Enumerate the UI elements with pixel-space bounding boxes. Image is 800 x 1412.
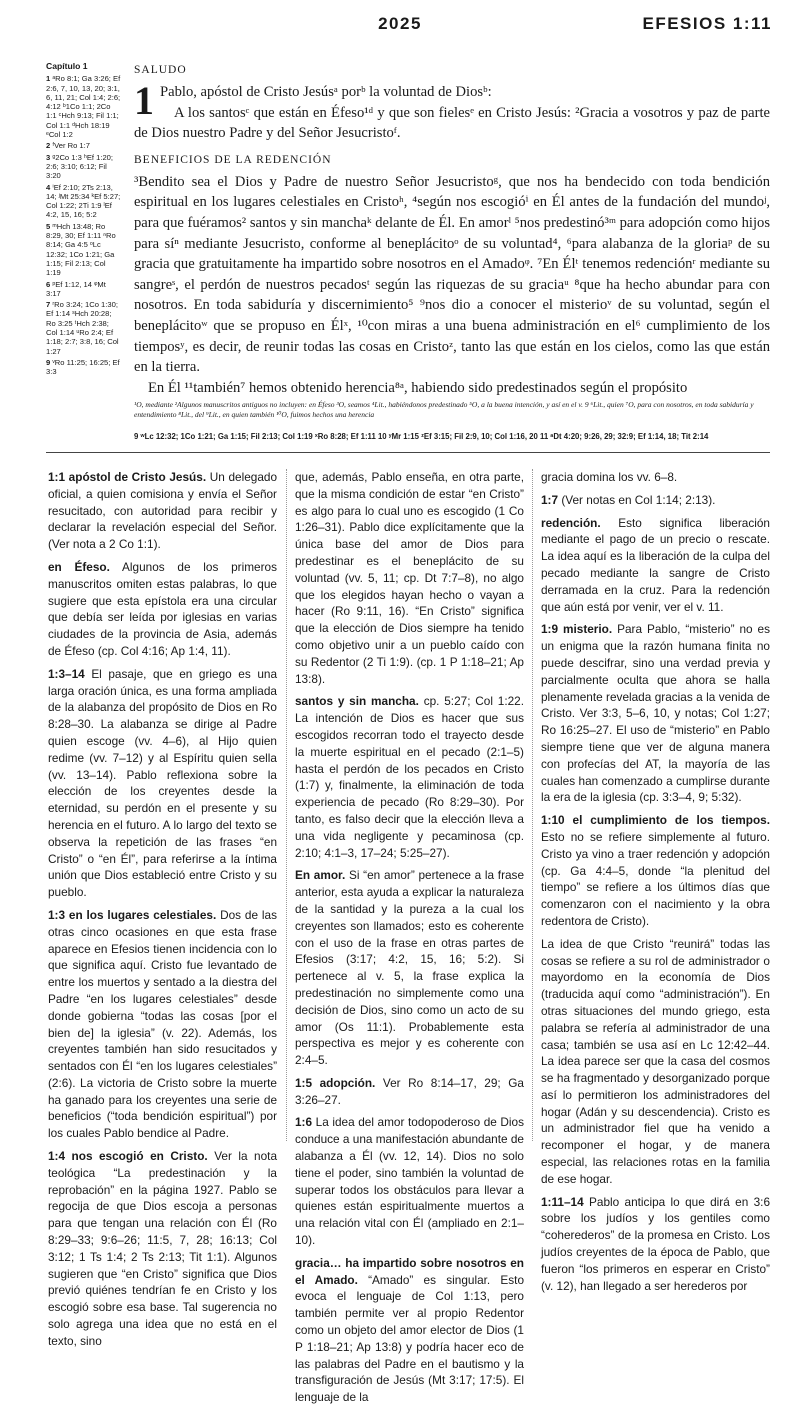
divider <box>46 452 770 453</box>
study-note <box>541 812 770 930</box>
study-note-heading: 1:10 el cumplimiento de los tiempos. <box>541 813 770 828</box>
study-note <box>541 492 770 509</box>
study-note-heading: 1:11–14 <box>541 1194 584 1209</box>
study-note <box>541 469 770 486</box>
study-note-text: La idea del amor todopoderoso de Dios conduce a una manifestación abundante de alabanza a Él (vv. 12, 14). Dios no solo tiene el poder, sino también la voluntad de superar todos los obstáculos para llevar a quienes están espiritualmente muertos a una relación vital con Él (ampliado en 2:1–10). <box>295 1115 524 1248</box>
study-note <box>48 1148 277 1350</box>
study-note <box>295 1075 524 1109</box>
xref-entry: 5 ᵐHch 13:48; Ro 8:29, 30; Ef 1:11 ⁿRo 8:14; Ga 4:5 ᵒLc 12:32; 1Co 1:21; Ga 1:15; Fil 2:13; Col 1:19 <box>46 221 116 278</box>
study-note <box>541 1194 770 1295</box>
study-note <box>295 469 524 687</box>
study-note <box>295 1255 524 1406</box>
study-note-heading: 1:1 apóstol de Cristo Jesús. <box>48 470 207 484</box>
xref-entry: 1 ᵃRo 8:1; Ga 3:26; Ef 2:6, 7, 10, 13, 20; 3:1, 6, 11, 21; Col 1:4; 2:6; 4:12 ᵇ1Co 1:1; 2Co 1:1 ᶜHch 9:13; Fil 1:1; Col 1:1 ᵈHch 18:19 ᵉCol 1:2 <box>46 74 121 140</box>
study-note-heading: 1:3–14 <box>48 666 85 681</box>
xref-entry: 9 ᵛRo 11:25; 16:25; Ef 3:3 <box>46 357 120 377</box>
column-divider <box>286 469 287 1141</box>
study-note-text: Ver Ro 8:14–17, 29; Ga 3:26–27. <box>295 1075 524 1107</box>
study-note-heading: 1:9 misterio. <box>541 622 613 637</box>
verses-3-10: ³Bendito sea el Dios y Padre de nuestro Señor Jesucristoᵍ, que nos ha bendecido con toda bendición espiritual en los lugares celestiales en Cristoʰ, ⁴según nos escogióⁱ en Él antes de la fundación del mundoʲ, para que fuéramos² santos y sin manchaᵏ delante de Él. En amorˡ ⁵nos predestinó³ᵐ para adopción como hijos para síⁿ mediante Jesucristo, conforme al beneplácitoᵒ de su voluntad⁴, ⁶para alabanza de la gloriaᵖ de su gracia que gratuitamente ha impartido sobre nosotros en el Amadoᵠ. ⁷En Élᵗ tenemos redenciónʳ mediante su sangreˢ, el perdón de nuestros pecadosᵗ según las riquezas de su graciaᵘ ⁸que ha hecho abundar para con nosotros. En toda sabiduría y discernimiento⁵ ⁹nos dio a conocer el misterioᵛ de su voluntad, según el beneplácitoʷ que se propuso en Élˣ, ¹⁰con miras a una buena administración en el⁶ cumplimiento de los tiemposʸ, es decir, de reunir todas las cosas en Cristoᶻ, tanto las que están en los cielos, como las que están en la tierra. <box>134 173 770 376</box>
xref-entry: 7 ʳRo 3:24; 1Co 1:30; Ef 1:14 ˢHch 20:28; Ro 3:25 ᵗHch 2:38; Col 1:14 ᵘRo 2:4; Ef 1:18; 2:7; 3:8, 16; Col 1:27 <box>46 300 119 356</box>
study-note-heading: 1:7 <box>541 492 559 507</box>
study-column-1 <box>48 469 277 1356</box>
study-note <box>541 936 770 1188</box>
cross-reference-column <box>46 62 122 379</box>
bible-text <box>134 62 770 398</box>
study-note <box>48 469 277 553</box>
study-note-text: que, además, Pablo enseña, en otra parte, que la misma condición de estar “en Cristo” es algo para lo cual uno es escogido (1 Co 1:26–31). Pablo dice explícitamente que la única base del amor de Dios para predestinar es el beneplácito de su voluntad (vv. 5, 11; cp. Dt 7:7–8), no algo que los elegidos hayan hecho o vayan a hacer (Ro 9:11, 16). “En Cristo” significa que la elección de Dios siempre ha tenido como objetivo unir a un pueblo caído con su Redentor (2 Ti 1:9). (cp. 1 P 1:18–21; Ap 13:8). <box>295 470 524 686</box>
study-note <box>541 621 770 806</box>
study-note-heading: en Éfeso. <box>48 559 110 574</box>
xref-entry: 4 ⁱEf 2:10; 2Ts 2:13, 14; ʲMt 25:34 ᵏEf 5:27; Col 1:22; 2Ti 1:9 ˡEf 4:2, 15, 16; 5:2 <box>46 182 121 220</box>
study-note-text: Esto no se refiere simplemente al futuro. Cristo ya vino a traer redención y adopción (cp. Ga 4:4–5, donde “la plenitud del tiempo” se refiere a los últimos días que comenzaron con el nacimiento y la obra redentora de Cristo). <box>541 829 770 928</box>
study-note-heading: redención. <box>541 515 601 530</box>
study-column-3 <box>541 469 770 1300</box>
study-note <box>295 867 524 1069</box>
study-note-text: Si “en amor” pertenece a la frase anterior, esta ayuda a explicar la naturaleza de la santidad y la pureza a la cual los creyentes son llamados; esto es coherente con el uso de la frase en otras partes de Efesios (3:17; 4:2, 15, 16; 5:2). Si pertenece al v. 5, la frase explica la predestinación no simplemente como una decisión de Dios, sino como un acto de su amor (Os 11:1). Probablemente esta perspectiva es mejor y es coherente con 2:4–5. <box>295 868 525 1068</box>
verse-11: En Él ¹¹también⁷ hemos obtenido herencia⁸ᵃ, habiendo sido predestinados según el propósito <box>148 379 688 396</box>
xref-chapter-label: Capítulo 1 <box>46 61 88 71</box>
study-note <box>48 907 277 1142</box>
study-note-text: cp. 5:27; Col 1:22. La intención de Dios es hacer que sus escogidos recorran todo el trayecto desde la muerte espiritual en el pecado (2:1–5) hasta el perdón de los pecados en Cristo (1:7) y, finalmente, la eliminación de toda experiencia de pecado (Ro 8:29–30). Por tanto, es falso decir que la elección lleva a una vida negligente y pecaminosa (cp. 2:10; 4:1–3, 17–24; 5:25–27). <box>295 694 525 860</box>
section-heading-beneficios: BENEFICIOS DE LA REDENCIÓN <box>134 153 332 166</box>
study-note-text: Esto significa liberación mediante el pago de un precio o rescate. La idea aquí es la liberación de la culpa del pecado mediante la sangre de Cristo derramada en la cruz. Para la redención que aún está por venir, ver el v. 11. <box>541 515 770 614</box>
verse-1a: Pablo, apóstol de Cristo Jesúsᵃ porᵇ la voluntad de Diosᵇ: <box>160 84 492 100</box>
verse-1b: A los santosᶜ que están en Éfeso¹ᵈ y que son fielesᵉ en Cristo Jesús: ²Gracia a vosotros y paz de parte de Dios nuestro Padre y del Señor Jesucristoᶠ. <box>134 104 770 142</box>
study-note-text: Ver la nota teológica “La predestinación y la reprobación” en la página 1927. Pablo se regocija de que Dios escoja a personas para que tengan una relación con Él (Ro 8:29–33; 9:6–26; 11:5, 7, 28; 16:13; Col 3:12; 1 Ts 1:4; 2 Ts 2:13; Tit 1:1). Algunos sugieren que “en Cristo” significa que Dios previó quiénes tendrían fe en Cristo y los escogió sobre esa base. Tal sugerencia no solo agrega una idea que no está en el texto, sino <box>48 1149 278 1348</box>
xref-entry: 3 ᵍ2Co 1:3 ʰEf 1:20; 2:6; 3:10; 6:12; Fil 3:20 <box>46 152 114 181</box>
xref-entry: 6 ᵖEf 1:12, 14 ᵠMt 3:17 <box>46 279 106 298</box>
study-note-text: Para Pablo, “misterio” no es un enigma que la razón humana finita no puede descifrar, sino una verdad previa y parcialmente oculta que ahora se halla plenamente revelada gracias a la venida de Cristo. Ver 3:3, 5–6, 10, y notas; Col 1:27; Ro 16:25–27. El uso de “misterio” en Pablo siempre tiene que ver de alguna manera con profecías del AT, la mayoría de las cuales han comenzado a cumplirse durante la era de la iglesia (cp. 3:3–4, 9; 5:32). <box>541 622 771 805</box>
section-heading-saludo: SALUDO <box>134 64 187 76</box>
study-column-2 <box>295 469 524 1412</box>
page-number: 2025 <box>378 14 422 33</box>
study-note-heading: santos y sin mancha. <box>295 694 419 709</box>
study-note-text: Algunos de los primeros manuscritos omiten estas palabras, lo que sugiere que esta epístola era una circular que debía ser leída por iglesias en varias ciudades de la provincia de Asia, además de Éfeso (cp. Col 4:16; Ap 1:4, 11). <box>48 559 277 658</box>
study-note-heading: 1:4 nos escogió en Cristo. <box>48 1149 208 1164</box>
study-note-heading: 1:5 adopción. <box>295 1075 376 1090</box>
running-head: EFESIOS 1:11 <box>642 14 772 33</box>
study-notes <box>48 469 772 1405</box>
study-note-heading: 1:3 en los lugares celestiales. <box>48 907 217 922</box>
study-note <box>48 666 277 901</box>
verse-xref-line: 9 ʷLc 12:32; 1Co 1:21; Ga 1:15; Fil 2:13; Col 1:19 ˣRo 8:28; Ef 1:11 10 ʸMr 1:15 ᶻEf 3:15; Fil 2:9, 10; Col 1:16, 20 11 ᵃDt 4:20; 9:26, 29; 32:9; Ef 1:14, 18; Tit 2:14 <box>134 432 709 441</box>
study-note-text: gracia domina los vv. 6–8. <box>541 470 678 484</box>
study-note <box>541 515 770 616</box>
study-note <box>295 1114 524 1248</box>
study-note <box>295 693 524 861</box>
study-note-text: Dos de las otras cinco ocasiones en que esta frase aparece en Efesios tienen incidencia con lo que significa aquí. Cristo fue levantado de entre los muertos y sentado a la diestra del Padre “en los lugares celestiales” desde donde gobierna “todas las cosas [por el bien de] la iglesia” (v. 22). Además, los creyentes también han sido resucitados y sentados con Él “en los lugares celestiales” (2:6). La victoria de Cristo sobre la muerte ha ganado para los creyentes una serie de beneficios (“toda bendición espiritual”) por los cuales Pablo bendice al Padre. <box>48 907 277 1141</box>
column-divider <box>532 469 533 1141</box>
study-note-heading: 1:6 <box>295 1115 313 1130</box>
study-note <box>48 559 277 660</box>
study-note-heading: gracia… ha impartido sobre nosotros en el Amado. <box>295 1255 524 1287</box>
translator-notes: ¹O, mediante ²Algunos manuscritos antiguos no incluyen: en Éfeso ³O, seamos ⁴Lit., habiéndonos predestinado ⁵O, a la buena intención, y así en el v. 9 ⁶Lit., quien ⁷O, para con nosotros, en toda sabiduría y entendimiento ⁸Lit., del ⁹Lit., en quien también ¹⁰O, fuimos hechos una herencia <box>134 400 754 419</box>
study-note-heading: En amor. <box>295 868 346 883</box>
study-note-text: (Ver notas en Col 1:14; 2:13). <box>561 492 716 507</box>
study-note-text: Pablo anticipa lo que dirá en 3:6 sobre los judíos y los gentiles como “coherederos” de la promesa en Cristo. Los judíos creyentes de la época de Pablo, que fueron “los primeros en esperar en Cristo” (v. 12), han llegado a ser herederos por <box>541 1194 770 1293</box>
study-note-text: “Amado” es singular. Esto evoca el lenguaje de Col 1:13, pero también permite ver al propio Redentor como un objeto del amor elector de Dios (1 P 1:18–21; Ap 13:8) y podría hacer eco de las palabras del Padre en el bautismo y la transfiguración de Jesús (Mt 3:17; 17:5). El lenguaje de la <box>295 1272 525 1405</box>
xref-entry: 2 ᶠVer Ro 1:7 <box>46 141 90 151</box>
chapter-number: 1 <box>134 78 154 123</box>
study-note-text: La idea de que Cristo “reunirá” todas las cosas se refiere a su rol de administrador o mayordomo en la economía de Dios (traducida aquí como “administración”). En otras situaciones del mundo griego, esta palabra se refería al administrador de una casa; también se usa así en Lc 12:42–44. La idea parece ser que la casa del cosmos se ha fragmentado y desorganizado porque así lo permitieron los administradores del hogar (Adán y su descendencia). Cristo es un administrador fiel que ha venido a recomponer el hogar, y de manera especial, las relaciones rotas en la familia de ese hogar. <box>541 936 770 1186</box>
study-note-text: El pasaje, que en griego es una larga oración única, es una forma ampliada de la alabanza del propósito de Dios en Ro 8:28–30. La alabanza se dirige al Padre quien escoge (vv. 4–6), al Hijo quien redime (vv. 7–12) y al Espíritu quien sella (vv. 13–14). Pablo reflexiona sobre la elección de los creyentes desde la eternidad, su perdón en el presente y su herencia en el futuro. A lo largo del texto se observa la repetición de las frases “en Cristo” o “en Él”, para referirse a la íntima unión que Dios estableció entre Cristo y su pueblo. <box>48 666 278 900</box>
study-note-text: Un delegado oficial, a quien comisiona y envía el Señor resucitado, con autoridad para recibir y declarar la revelación especial del Señor. (Ver nota a 2 Co 1:1). <box>48 470 278 552</box>
